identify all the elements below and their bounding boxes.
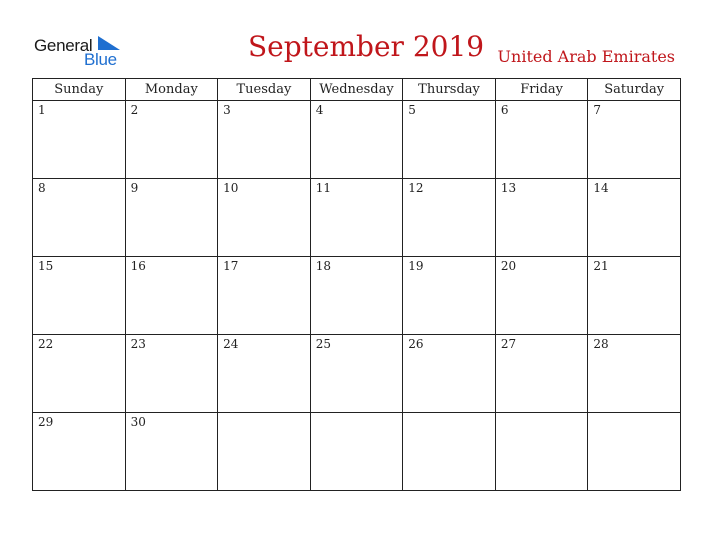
weekday-header: Saturday xyxy=(588,79,681,101)
day-cell xyxy=(588,179,681,257)
day-number: 9 xyxy=(130,181,139,195)
day-cell xyxy=(218,335,311,413)
day-number: 23 xyxy=(130,337,146,351)
day-cell xyxy=(218,101,311,179)
day-number: 17 xyxy=(223,259,239,273)
day-number: 20 xyxy=(500,259,517,273)
day-cell xyxy=(403,179,496,257)
day-cell xyxy=(495,101,588,179)
day-cell xyxy=(495,179,588,257)
weekday-header: Wednesday xyxy=(310,79,403,101)
day-cell xyxy=(310,179,403,257)
day-number: 10 xyxy=(223,181,239,195)
day-cell xyxy=(33,413,126,491)
day-cell xyxy=(403,101,496,179)
week-row xyxy=(33,179,681,257)
day-number: 5 xyxy=(408,103,416,117)
day-number: 24 xyxy=(223,337,239,351)
day-number: 25 xyxy=(315,337,331,351)
day-number: 3 xyxy=(223,103,231,117)
day-number xyxy=(496,413,588,415)
page-title: September 2019 xyxy=(248,30,485,63)
day-cell xyxy=(125,413,218,491)
weekday-header: Friday xyxy=(495,79,588,101)
day-number: 26 xyxy=(408,337,424,351)
day-cell xyxy=(218,179,311,257)
day-number: 2 xyxy=(130,103,139,117)
day-cell xyxy=(125,101,218,179)
day-cell xyxy=(33,335,126,413)
day-number: 16 xyxy=(130,259,146,273)
day-number: 13 xyxy=(500,181,517,195)
day-cell xyxy=(495,335,588,413)
day-number: 27 xyxy=(500,337,517,351)
day-number xyxy=(311,413,403,415)
day-cell xyxy=(218,413,311,491)
day-number: 6 xyxy=(500,103,509,117)
generalblue-logo xyxy=(34,34,134,70)
day-cell xyxy=(310,413,403,491)
day-cell xyxy=(33,101,126,179)
day-cell xyxy=(495,413,588,491)
day-cell xyxy=(310,335,403,413)
day-number: 7 xyxy=(593,103,602,117)
day-number: 14 xyxy=(593,181,609,195)
day-number: 29 xyxy=(38,415,54,429)
day-number: 1 xyxy=(38,103,46,117)
day-cell xyxy=(33,257,126,335)
week-row xyxy=(33,101,681,179)
day-cell xyxy=(125,257,218,335)
day-cell xyxy=(218,257,311,335)
day-number: 22 xyxy=(38,337,54,351)
week-row xyxy=(33,257,681,335)
day-cell xyxy=(588,413,681,491)
logo-triangle-icon xyxy=(98,36,120,50)
day-number: 12 xyxy=(408,181,424,195)
day-cell xyxy=(125,179,218,257)
day-cell xyxy=(495,257,588,335)
day-number: 8 xyxy=(38,181,46,195)
day-cell xyxy=(403,257,496,335)
weekday-header-row xyxy=(33,79,681,101)
day-number: 18 xyxy=(315,259,331,273)
day-number: 30 xyxy=(130,415,146,429)
calendar-grid xyxy=(32,78,681,491)
day-cell xyxy=(310,101,403,179)
weekday-header: Thursday xyxy=(403,79,496,101)
day-cell xyxy=(588,335,681,413)
weekday-header: Monday xyxy=(125,79,218,101)
week-row xyxy=(33,335,681,413)
day-cell xyxy=(403,335,496,413)
country-label: United Arab Emirates xyxy=(497,47,675,66)
week-row xyxy=(33,413,681,491)
day-cell xyxy=(33,179,126,257)
day-cell xyxy=(588,257,681,335)
weekday-header: Tuesday xyxy=(218,79,311,101)
day-number: 15 xyxy=(38,259,54,273)
logo-text-general: General xyxy=(34,36,93,55)
day-number xyxy=(403,413,495,415)
day-cell xyxy=(125,335,218,413)
day-cell xyxy=(403,413,496,491)
day-number: 28 xyxy=(593,337,609,351)
day-number: 19 xyxy=(408,259,424,273)
weekday-header: Sunday xyxy=(33,79,126,101)
day-number: 4 xyxy=(315,103,324,117)
day-cell xyxy=(310,257,403,335)
day-number: 21 xyxy=(593,259,609,273)
logo-text-blue: Blue xyxy=(84,50,117,69)
day-number: 11 xyxy=(315,181,331,195)
day-cell xyxy=(588,101,681,179)
day-number xyxy=(588,413,680,415)
day-number xyxy=(218,413,310,415)
